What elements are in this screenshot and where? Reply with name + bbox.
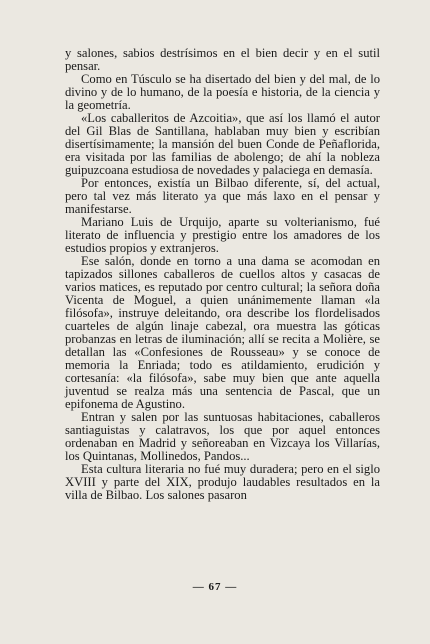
paragraph-4: Por entonces, existía un Bilbao diferente, sí, del actual, pero tal vez más literato ya que más laxo en el pensar y manifestarse.: [65, 176, 380, 216]
paragraph-8: Esta cultura literaria no fué muy duradera; pero en el siglo XVIII y parte del XIX, produjo laudables resultados en la villa de Bilbao. Los salones pasaron: [65, 462, 380, 502]
paragraph-3: «Los caballeritos de Azcoitia», que así los llamó el autor del Gil Blas de Santillana, hablaban muy bien y escribían disertísimamente; la mansión del buen Conde de Peñaflorida, era visitada por las familias de abolengo; de ahí la nobleza guipuzcoana estudiosa de novedades y palaciega en demasía.: [65, 111, 380, 177]
paragraph-5: Mariano Luis de Urquijo, aparte su volterianismo, fué literato de influencia y prestigio entre los amadores de los estudios propios y extranjeros.: [65, 215, 380, 255]
paragraph-1: y salones, sabios destrísimos en el bien decir y en el sutil pensar.: [65, 46, 380, 73]
paragraph-2: Como en Túsculo se ha disertado del bien y del mal, de lo divino y de lo humano, de la poesía e historia, de la ciencia y la geometría.: [65, 72, 380, 112]
paragraph-6: Ese salón, donde en torno a una dama se acomodan en tapizados sillones caballeros de cuellos altos y casacas de varios matices, es reputado por centro cultural; la señora doña Vicenta de Moguel, a quien unánimemente llaman «la filósofa», instruye deleitando, ora describe los flordelisados cuarteles de algún linaje cabezal, ora muestra las góticas probanzas en letras de iluminación; allí se recita a Molière, se detallan las «Confesiones de Rousseau» y se conoce de memoria la Enriada; todo es atildamiento, erudición y cortesanía: «la filósofa», sabe muy bien que ante aquella juventud se realza más una sentencia de Pascal, que un epifonema de Agustino.: [65, 254, 380, 411]
page-number: — 67 —: [192, 581, 238, 593]
body-text: [65, 47, 380, 502]
paragraph-7: Entran y salen por las suntuosas habitaciones, caballeros santiaguistas y calatravos, los que por aquel entonces ordenaban en Madrid y señoreaban en Vizcaya los Villarías, los Quintanas, Mollinedos, Pandos...: [65, 410, 380, 463]
